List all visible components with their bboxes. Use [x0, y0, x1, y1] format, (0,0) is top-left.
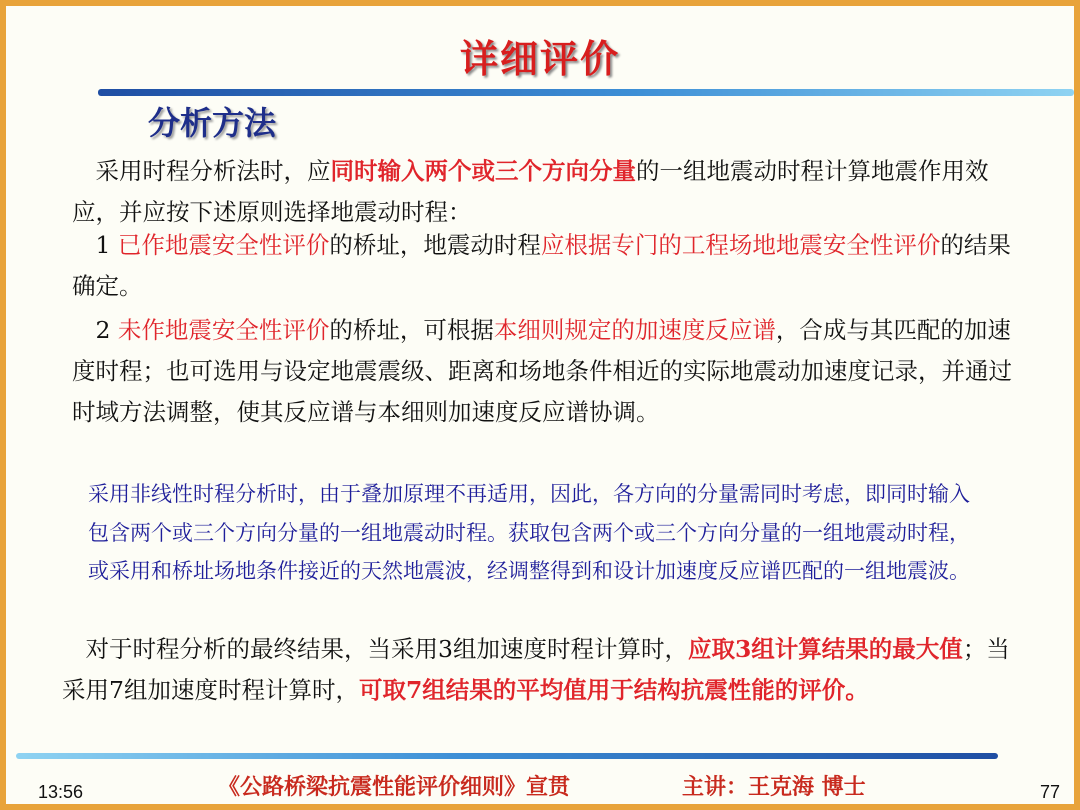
slide-time: 13:56 — [38, 782, 84, 802]
emphasis-text: 应取3组计算结果的最大值 — [687, 635, 963, 663]
text-run: ；当采用7组加速度时程计算时， — [62, 635, 1010, 704]
text-run: 1 — [95, 231, 118, 259]
text-run: 的一组地震动时程计算地震作用效应，并应按下述原则选择地震动时程： — [72, 157, 989, 226]
text-run: 的桥址，可根据 — [329, 316, 494, 344]
section-heading: 分析方法 — [148, 104, 277, 142]
paragraph-nonlinear — [88, 475, 988, 591]
text-run: 的结果确定。 — [72, 231, 1011, 300]
emphasis-text: 本细则规定的加速度反应谱 — [493, 316, 776, 344]
slide-title: 详细评价 — [459, 37, 620, 81]
paragraph-results — [62, 629, 1012, 711]
text-run: 采用时程分析法时，应 — [95, 157, 331, 185]
emphasis-text: 未作地震安全性评价 — [117, 316, 330, 344]
paragraph-intro — [72, 151, 1012, 233]
text-run: 2 — [95, 316, 118, 344]
emphasis-text: 同时输入两个或三个方向分量 — [330, 157, 636, 185]
footer-presenter: 主讲：王克海 博士 — [682, 775, 866, 800]
title-divider — [98, 89, 1074, 96]
text-run: ，合成与其匹配的加速度时程；也可选用与设定地震震级、距离和场地条件相近的实际地震动加速度记录，并通过时域方法调整，使其反应谱与本细则加速度反应谱协调。 — [72, 316, 1012, 426]
emphasis-text: 已作地震安全性评价 — [117, 231, 330, 259]
paragraph-rule-1 — [72, 225, 1012, 307]
footer-course-title: 《公路桥梁抗震性能评价细则》宣贯 — [218, 775, 571, 800]
paragraph-rule-2 — [72, 310, 1012, 433]
emphasis-text: 应根据专门的工程场地地震安全性评价 — [540, 231, 941, 259]
text-run: 对于时程分析的最终结果，当采用3组加速度时程计算时， — [85, 635, 688, 663]
text-run: 的桥址，地震动时程 — [329, 231, 541, 259]
text-run: 采用非线性时程分析时，由于叠加原理不再适用，因此，各方向的分量需同时考虑，即同时输入包含两个或三个方向分量的一组地震动时程。获取包含两个或三个方向分量的一组地震动时程，或采用和桥址场地条件接近的天然地震波，经调整得到和设计加速度反应谱匹配的一组地震波。 — [88, 482, 970, 583]
page-number: 77 — [1040, 782, 1061, 802]
emphasis-text: 可取7组结果的平均值用于结构抗震性能的评价。 — [358, 676, 869, 704]
footer-divider — [16, 753, 998, 759]
